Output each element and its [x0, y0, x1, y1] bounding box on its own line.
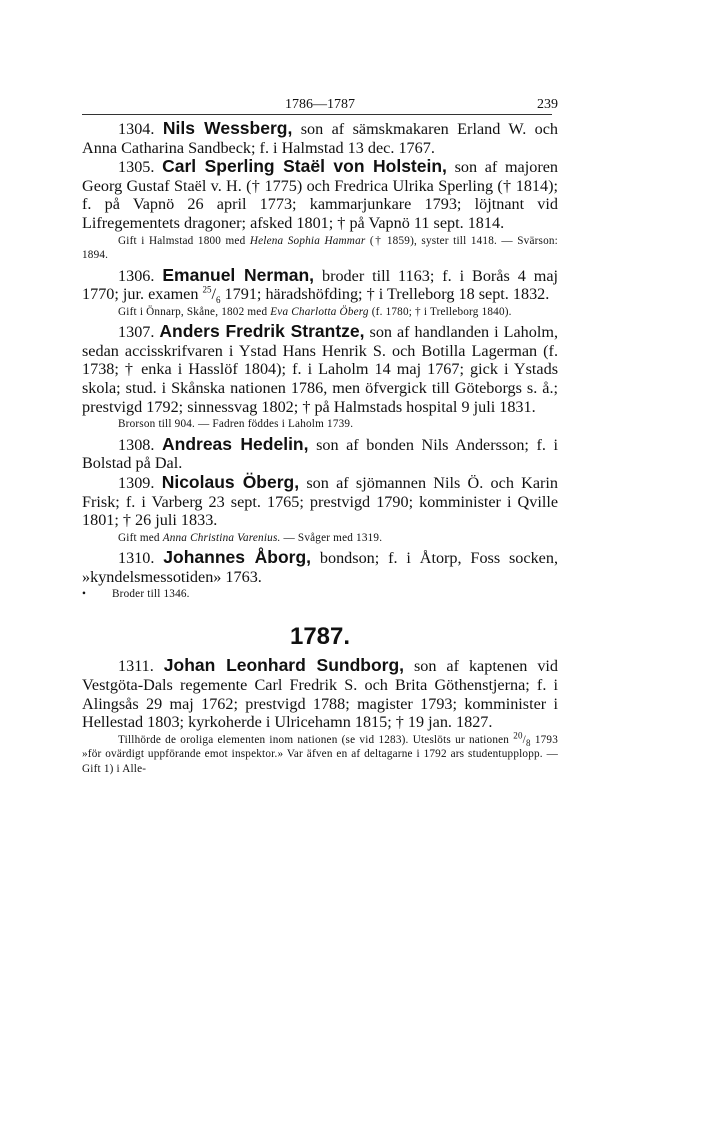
entry-note: • Broder till 1346. [82, 588, 190, 601]
note-day: 20 [513, 730, 523, 741]
entry-text: son af sjömannen Nils Ö. och Karin Frisk; f. i Varberg 23 sept. 1765; prestvigd 1790; komminister i Qville 1801; † 26 juli 1833. [82, 473, 559, 530]
entry-1308 [82, 435, 558, 473]
entry-note: Gift med Anna Christina Varenius. — Svåger med 1319. [118, 531, 383, 544]
bullet-mark: • [82, 588, 87, 601]
entry-name: Emanuel Nerman, [162, 264, 315, 285]
entry-text: bondson; f. i Åtorp, Foss socken, »kyndelsmessotiden» 1763. [82, 549, 558, 586]
entry-text: son af sämskmakaren Erland W. och Anna Catharina Sandbeck; f. i Halmstad 13 dec. 1767. [82, 120, 559, 157]
entry-note: Gift i Önnarp, Skåne, 1802 med Eva Charlotta Öberg (f. 1780; † i Trelleborg 1840). [118, 305, 512, 318]
entry-number: 1310. [118, 549, 155, 568]
entry-1306: 1306. Emanuel Nerman, broder till 1163; f. i Borås 4 maj 1770; jur. examen $^{25}/_6$ 1791; häradshöfding; † i Trelleborg 18 sept. 1832. Gift i Önnarp, Skåne, 1802 med Eva Charlotta Öberg (f. 1780; † i Trelleborg 1840). [82, 264, 558, 318]
entry-name: Anders Fredrik Strantze, [159, 321, 365, 342]
entry-1309 [82, 473, 558, 545]
entry-number: 1307. [118, 323, 155, 342]
entry-text: son af bonden Nils Andersson; f. i Bolstad på Dal. [82, 435, 558, 473]
entry-1311 [82, 656, 558, 776]
entry-text: son af handlanden i Laholm, sedan accisskrifvaren i Ystad Hans Henrik S. och Botilla Lagerman (f. 1738; † enka i Hasslöf 1804); f. i Laholm 14 maj 1767; gick i Ystads skola; stud. i Skånska nationen 1786, men öfvergick till Göteborgs s. å.; prestvigd 1792; sinnessvag 1802; † på Halmstads hospital 9 juli 1831. [82, 323, 559, 416]
entry-1305 [82, 157, 558, 262]
entry-name: Nils Wessberg, [162, 118, 293, 138]
year-heading: 1787. [289, 622, 351, 650]
running-head [82, 92, 558, 114]
entry-text: broder till 1163; f. i Borås 4 maj 1770; jur. examen [82, 266, 558, 304]
entry-name: Johannes Åborg, [163, 547, 312, 568]
entry-note: Gift i Halmstad 1800 med Helena Sophia Hammar († 1859), syster till 1418. — Svärson: 1894. [82, 234, 558, 262]
entry-name: Johan Leonhard Sundborg, [163, 655, 405, 676]
book-page [82, 92, 558, 779]
note-month: 8 [525, 738, 531, 749]
entry-text: son af majoren Georg Gustaf Staël v. H. († 1775) och Fredrica Ulrika Sperling († 1814); f. på Vapnö 26 april 1773; kammarjunkare 1793; löjtnant vid Lifregementets dragoner; afsked 1801; † på Vapnö 11 sept. 1814. [82, 158, 559, 232]
entry-1310 [82, 548, 558, 602]
spouse-name: Anna Christina Varenius. [162, 531, 281, 544]
entry-name: Carl Sperling Staël von Holstein, [162, 156, 447, 177]
entry-name: Nicolaus Öberg, [161, 471, 300, 492]
entry-note: Tillhörde de oroliga elementen inom nationen (se vid 1283). Uteslöts ur nationen $^{20}/_8$ 1793 »för ovärdigt uppförande emot inspektor.» Var äfven en af deltagarne i 1792 ars studentupplopp. — Gift 1) i Alle- [82, 730, 559, 775]
entry-number: 1306. [118, 266, 155, 285]
entry-number: 1308. [118, 435, 155, 454]
page-number: 239 [537, 97, 558, 112]
entry-note: Brorson till 904. — Fadren föddes i Laholm 1739. [118, 418, 354, 431]
entry-number: 1304. [118, 120, 155, 138]
header-years: 1786—1787 [285, 97, 355, 112]
exam-day: 25 [202, 284, 212, 295]
entry-number: 1305. [118, 158, 155, 177]
exam-month: 6 [215, 295, 221, 306]
entry-text: son af kaptenen vid Vestgöta-Dals regemente Carl Fredrik S. och Brita Göthenstjerna; f. i Alingsås 29 maj 1762; prestvigd 1788; magister 1793; komminister i Hellestad 1803; kyrkoherde i Ulricehamn 1815; † 19 jan. 1827. [82, 657, 559, 732]
entry-1304 [82, 119, 558, 157]
entry-number: 1311. [118, 657, 154, 676]
spouse-name: Helena Sophia Hammar [249, 234, 366, 247]
entry-1307 [82, 322, 558, 431]
entry-name: Andreas Hedelin, [162, 433, 309, 454]
entry-text-cont: 1791; häradshöfding; † i Trelleborg 18 sept. 1832. [224, 285, 550, 304]
spouse-name: Eva Charlotta Öberg [270, 305, 369, 318]
entry-number: 1309. [118, 473, 155, 492]
